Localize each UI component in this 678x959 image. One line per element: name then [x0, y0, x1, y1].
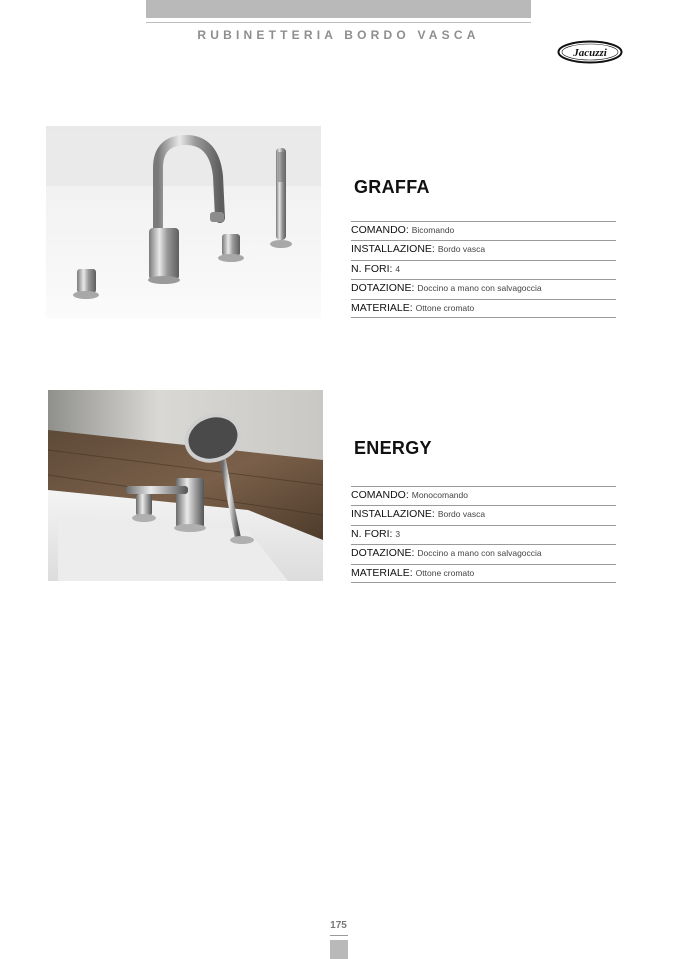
spec-row-fori — [351, 525, 616, 544]
spec-value: Bicomando — [411, 225, 455, 235]
spec-key: COMANDO: — [351, 489, 409, 501]
spec-value: 4 — [395, 263, 401, 274]
spec-value: 3 — [395, 528, 401, 539]
spec-key: INSTALLAZIONE: — [351, 508, 435, 521]
section-title: RUBINETTERIA BORDO VASCA — [197, 28, 480, 42]
spec-table-energy — [351, 486, 616, 583]
spec-value: Doccino a mano con salvagoccia — [417, 548, 542, 559]
logo-text: Jacuzzi — [573, 47, 607, 59]
spec-value: Ottone cromato — [415, 302, 475, 313]
spec-value: Bordo vasca — [437, 509, 486, 520]
spec-row-fori — [351, 260, 616, 279]
spec-row-materiale — [351, 564, 616, 583]
spec-value: Ottone cromato — [415, 567, 475, 578]
page-tab — [330, 940, 348, 959]
jacuzzi-logo — [557, 40, 623, 64]
spec-key: MATERIALE: — [351, 301, 413, 314]
page-number: 175 — [330, 920, 347, 931]
spec-key: INSTALLAZIONE: — [351, 243, 435, 256]
spec-row-comando — [351, 486, 616, 505]
header-rule — [146, 22, 531, 23]
spec-key: N. FORI: — [351, 527, 393, 540]
spec-row-materiale — [351, 299, 616, 318]
spec-row-installazione — [351, 240, 616, 259]
page-number-rule — [330, 935, 348, 936]
spec-row-dotazione — [351, 544, 616, 563]
spec-value: Bordo vasca — [437, 244, 486, 255]
product-name-graffa: GRAFFA — [354, 177, 430, 197]
spec-value: Doccino a mano con salvagoccia — [417, 283, 542, 294]
spec-key: N. FORI: — [351, 262, 393, 275]
header-bar — [146, 0, 531, 18]
product-name-energy: ENERGY — [354, 438, 432, 458]
spec-row-comando — [351, 221, 616, 240]
spec-key: COMANDO: — [351, 224, 409, 236]
energy-product-photo — [48, 390, 323, 581]
spec-key: DOTAZIONE: — [351, 547, 415, 560]
spec-key: MATERIALE: — [351, 566, 413, 579]
spec-value: Monocomando — [411, 490, 468, 500]
spec-table-graffa — [351, 221, 616, 318]
spec-key: DOTAZIONE: — [351, 282, 415, 295]
graffa-product-photo — [46, 126, 321, 318]
spec-row-installazione — [351, 505, 616, 524]
spec-row-dotazione — [351, 279, 616, 298]
